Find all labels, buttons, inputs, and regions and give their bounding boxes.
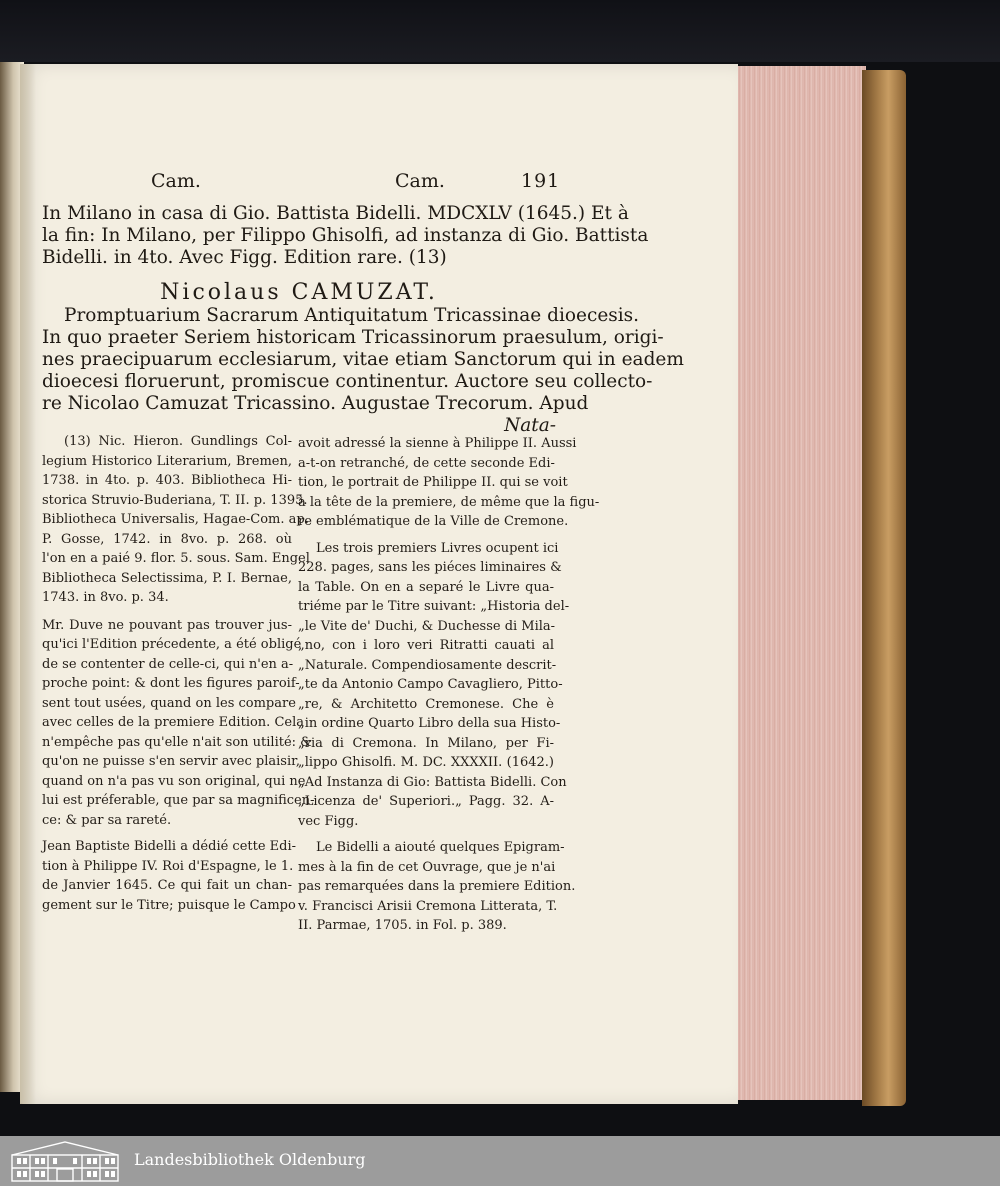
text-line: avec celles de la premiere Edition. Cela: [42, 715, 304, 730]
running-head-center: Cam.: [395, 170, 445, 192]
text-line: v. Francisci Arisii Cremona Litterata, T.: [298, 898, 558, 914]
text-line: l'on en a paié 9. flor. 5. sous. Sam. Engel: [42, 551, 310, 566]
paragraph: [42, 837, 297, 915]
catchword: Nata-: [504, 415, 556, 436]
text-line: Bibliotheca Selectissima, P. I. Bernae,: [42, 570, 292, 586]
text-line: Jean Baptiste Bidelli a dédié cette Edi-: [42, 839, 297, 854]
text-line: à la tête de la premiere, de même que la figu-: [298, 494, 600, 510]
text-line: triéme par le Titre suivant: „Historia del-: [298, 599, 570, 614]
text-line: re emblématique de la Ville de Cremone.: [298, 514, 569, 529]
text-line: lui est préferable, que par sa magnificen-: [42, 793, 315, 808]
running-head-left: Cam.: [151, 170, 201, 192]
text-line: P. Gosse, 1742. in 8vo. p. 268. où: [42, 531, 292, 547]
intro-paragraph: [42, 203, 649, 269]
text-line: mes à la fin de cet Ouvrage, que je n'ai: [298, 859, 556, 875]
text-line: la fin: In Milano, per Filippo Ghisolfi, ad instanza di Gio. Battista: [42, 225, 649, 246]
text-line: II. Parmae, 1705. in Fol. p. 389.: [298, 918, 507, 933]
text-line: In quo praeter Seriem historicam Tricassinorum praesulum, origi-: [42, 327, 664, 348]
entry-heading: Nicolaus CAMUZAT.: [160, 280, 438, 305]
text-line: Mr. Duve ne pouvant pas trouver jus-: [42, 617, 292, 633]
page-gutter: [20, 64, 36, 1104]
text-line: „le Vite de' Duchi, & Duchesse di Mila-: [298, 618, 556, 634]
text-line: storica Struvio-Buderiana, T. II. p. 1395.: [42, 492, 308, 508]
text-line: „in ordine Quarto Libro della sua Histo-: [298, 716, 561, 731]
text-line: proche point: & dont les figures paroif-: [42, 676, 300, 691]
text-line: „ria di Cremona. In Milano, per Fi-: [298, 735, 554, 751]
scan-background: [0, 0, 1000, 62]
library-name: Landesbibliothek Oldenburg: [134, 1150, 366, 1169]
library-building-logo: [8, 1139, 122, 1183]
text-line: re Nicolao Camuzat Tricassino. Augustae Trecorum. Apud: [42, 393, 589, 414]
paragraph: [298, 838, 576, 936]
text-line: la Table. On en a separé le Livre qua-: [298, 579, 554, 595]
text-line: dioecesi floruerunt, promiscue continentur. Auctore seu collecto-: [42, 371, 653, 392]
text-line: 1738. in 4to. p. 403. Bibliotheca Hi-: [42, 473, 292, 488]
paragraph: [42, 616, 315, 831]
text-line: „te da Antonio Campo Cavagliero, Pitto-: [298, 677, 563, 692]
text-line: pas remarquées dans la premiere Edition.: [298, 879, 576, 894]
text-line: In Milano in casa di Gio. Battista Bidelli. MDCXLV (1645.) Et à: [42, 203, 629, 224]
text-line: tion, le portrait de Philippe II. qui se voit: [298, 475, 568, 490]
text-line: „Ad Instanza di Gio: Battista Bidelli. Con: [298, 774, 567, 790]
text-line: a-t-on retranché, de cette seconde Edi-: [298, 455, 555, 471]
text-line: „re, & Architetto Cremonese. Che è: [298, 696, 554, 712]
library-footer-bar: [0, 1136, 1000, 1186]
text-line: (13) Nic. Hieron. Gundlings Col-: [64, 434, 292, 449]
text-line: qu'ici l'Edition précedente, a été obligé: [42, 637, 302, 652]
entry-title: [42, 305, 684, 437]
left-column: [42, 432, 315, 922]
text-line: sent tout usées, quand on les compare: [42, 695, 296, 711]
text-line: de Janvier 1645. Ce qui fait un chan-: [42, 878, 292, 893]
text-line: vec Figg.: [298, 813, 359, 829]
text-line: legium Historico Literarium, Bremen,: [42, 453, 292, 469]
text-line: Les trois premiers Livres ocupent ici: [316, 540, 559, 556]
text-line: tion à Philippe IV. Roi d'Espagne, le 1.: [42, 858, 294, 874]
text-line: 228. pages, sans les piéces liminaires &: [298, 560, 562, 575]
text-line: Bidelli. in 4to. Avec Figg. Edition rare. (13): [42, 247, 447, 268]
book-cover-edge: [862, 70, 906, 1106]
text-line: nes praecipuarum ecclesiarum, vitae etiam Sanctorum qui in eadem: [42, 349, 684, 370]
text-line: qu'on ne puisse s'en servir avec plaisir,: [42, 754, 301, 769]
text-line: „Naturale. Compendiosamente descrit-: [298, 657, 557, 673]
text-line: de se contenter de celle-ci, qui n'en a-: [42, 656, 294, 672]
text-line: Promptuarium Sacrarum Antiquitatum Tricassinae dioecesis.: [64, 305, 640, 326]
text-line: n'empêche pas qu'elle n'ait son utilité: &: [42, 734, 312, 750]
text-line: Le Bidelli a aiouté quelques Epigram-: [316, 840, 565, 855]
text-line: quand on n'a pas vu son original, qui ne: [42, 773, 306, 789]
right-column: [298, 434, 600, 943]
text-line: ce: & par sa rareté.: [42, 812, 172, 828]
text-line: Bibliotheca Universalis, Hagae-Com. ap.: [42, 512, 309, 527]
paragraph: [298, 539, 570, 832]
text-line: 1743. in 8vo. p. 34.: [42, 590, 169, 605]
page-block-edges: [738, 66, 866, 1100]
text-line: „lippo Ghisolfi. M. DC. XXXXII. (1642.): [298, 755, 554, 770]
text-line: „Licenza de' Superiori.„ Pagg. 32. A-: [298, 794, 554, 809]
footnote: [42, 432, 310, 608]
page-number: 191: [521, 170, 561, 192]
text-line: gement sur le Titre; puisque le Campo: [42, 897, 296, 913]
text-line: „no, con i loro veri Ritratti cauati al: [298, 638, 554, 653]
paragraph: [298, 434, 600, 532]
text-line: avoit adressé la sienne à Philippe II. Aussi: [298, 436, 577, 451]
